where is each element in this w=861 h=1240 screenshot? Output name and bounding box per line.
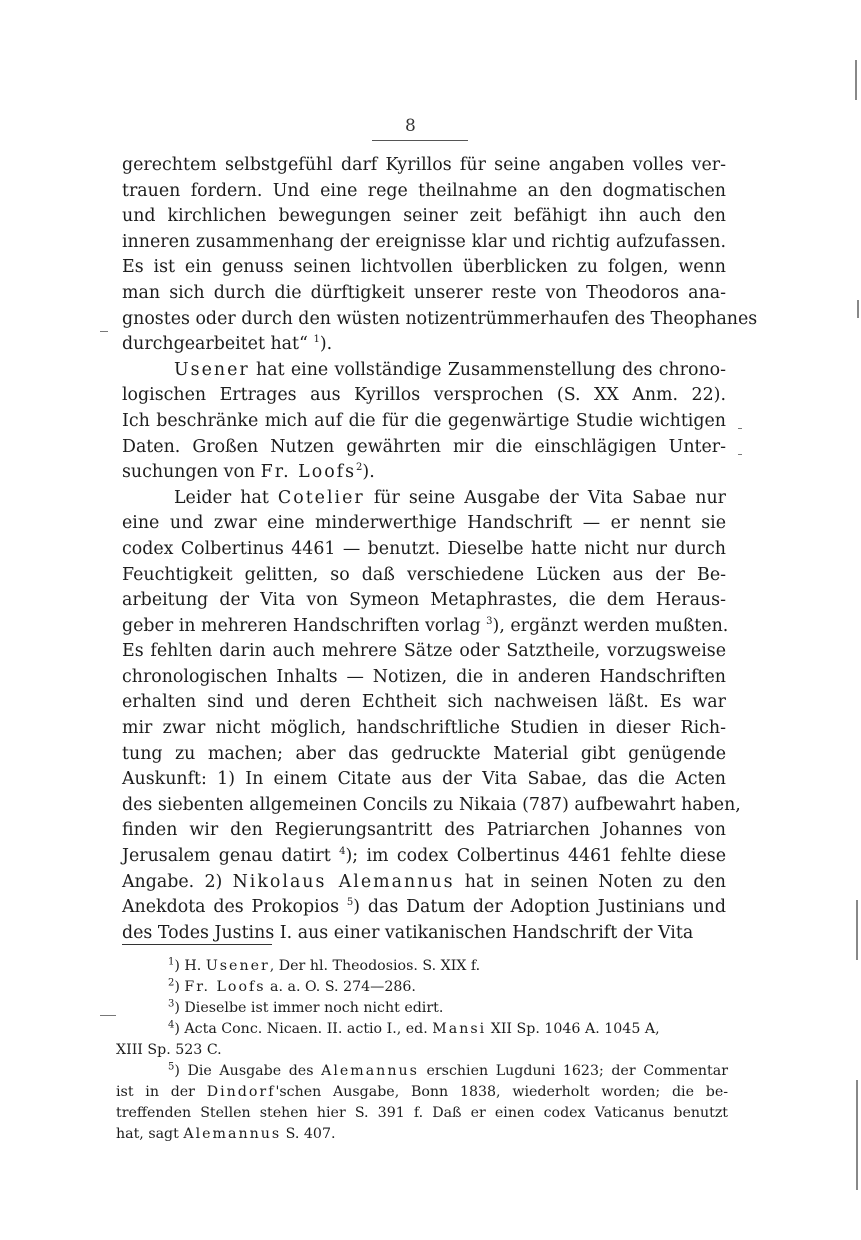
line-text: logischen Ertrages aus Kyrillos versprochen (S. XX Anm. 22). (122, 385, 726, 406)
line-text: gerechtem selbstgefühl darf Kyrillos für seine angaben volles ver- (122, 155, 726, 175)
line-text: Auskunft: 1) In einem Citate aus der Vita Sabae, das die Acten (122, 769, 726, 790)
line-text: gnostes oder durch den wüsten notizentrümmerhaufen des Theophanes (122, 308, 758, 329)
spaced-name: Usener (174, 359, 250, 380)
footnote-marker: 1 (168, 956, 175, 968)
footnote-text: S. 407. (281, 1126, 336, 1142)
body-line (122, 153, 726, 179)
line-text: Es fehlten darin auch mehrere Sätze oder Satztheile, vorzugsweise (122, 641, 726, 662)
line-text: Ich beschränke mich auf die für die gegenwärtige Studie wichtigen (122, 410, 726, 431)
body-line (122, 690, 726, 716)
body-line (122, 383, 726, 409)
body-line (122, 204, 726, 230)
line-text: chronologischen Inhalts — Notizen, die in anderen Handschriften (122, 666, 726, 687)
footnote-rule (122, 944, 272, 945)
margin-mark (100, 331, 108, 332)
footnote-text: , Der hl. Theodosios. S. XIX f. (269, 958, 481, 974)
body-line (122, 563, 726, 589)
footnote-text: XII Sp. 1046 A. 1045 A, (486, 1021, 660, 1037)
line-text: für seine Ausgabe der Vita Sabae nur (364, 487, 726, 508)
line-text: inneren zusammenhang der ereignisse klar und richtig aufzufassen. (122, 231, 726, 252)
body-line (122, 639, 726, 665)
footnote-marker: 5 (168, 1061, 175, 1073)
body-line (122, 895, 726, 921)
body-line (122, 230, 726, 256)
footnotes (116, 956, 728, 1145)
footnote-text: XIII Sp. 523 C. (116, 1042, 222, 1058)
body-line (122, 460, 726, 486)
footnote-ref: 1 (313, 334, 320, 346)
spaced-name: Dindorf (206, 1084, 276, 1100)
line-text: und kirchlichen bewegungen seiner zeit befähigt ihn auch den (122, 206, 726, 227)
line-text: geber in mehreren Handschriften vorlag (122, 615, 487, 636)
body-line (122, 332, 726, 358)
body-line (122, 307, 758, 333)
line-text: Angabe. 2) (122, 871, 233, 892)
spaced-name: Cotelier (277, 487, 365, 508)
body-line (122, 844, 726, 870)
margin-mark (100, 1015, 116, 1016)
line-text: ); im codex Colbertinus 4461 fehlte diese (345, 846, 726, 867)
footnote-line (116, 998, 728, 1019)
line-text: des siebenten allgemeinen Concils zu Nikaia (787) aufbewahrt haben, (122, 794, 741, 815)
spaced-name: Alemannus (183, 1126, 282, 1142)
footnote-line (116, 1040, 728, 1061)
footnote-text: erschien Lugduni 1623; der Commentar (418, 1063, 728, 1079)
footnote-text: 'schen Ausgabe, Bonn 1838, wiederholt worden; die be- (275, 1084, 729, 1100)
scan-edge-speck (856, 900, 858, 960)
body-line (122, 588, 726, 614)
line-text: codex Colbertinus 4461 — benutzt. Dieselbe hatte nicht nur durch (122, 538, 726, 559)
line-text: hat eine vollständige Zusammenstellung des chrono- (249, 359, 726, 380)
body-line (122, 767, 726, 793)
line-text: ), ergänzt werden mußten. (492, 615, 729, 636)
body-line (122, 511, 726, 537)
body-line (122, 358, 726, 384)
footnote-marker: 2 (168, 977, 175, 989)
line-text: eine und zwar eine minderwerthige Handschrift — er nennt sie (122, 513, 726, 534)
footnote-text: ) Acta Conc. Nicaen. II. actio I., ed. (174, 1021, 433, 1037)
body-line (122, 921, 726, 947)
footnote-text: ) Dieselbe ist immer noch nicht edirt. (174, 1000, 444, 1016)
line-text: tung zu machen; aber das gedruckte Material gibt genügende (122, 743, 726, 764)
line-text: trauen fordern. Und eine rege theilnahme an den dogmatischen (122, 180, 726, 201)
line-text: hat in seinen Noten zu den (454, 871, 726, 892)
page-number-rule (372, 140, 468, 141)
footnote-text: treffenden Stellen stehen hier S. 391 f. Daß er einen codex Vaticanus benutzt (116, 1105, 728, 1121)
line-text: Feuchtigkeit gelitten, so daß verschiedene Lücken aus der Be- (122, 564, 726, 585)
footnote-ref: 2 (356, 462, 363, 474)
line-text: finden wir den Regierungsantritt des Patriarchen Johannes von (122, 820, 726, 841)
line-text: suchungen von (122, 462, 261, 483)
footnote-ref: 4 (339, 846, 346, 858)
page-number: 8 (405, 116, 416, 136)
line-text: Anekdota des Prokopios (122, 897, 347, 918)
footnote-marker: 3 (168, 998, 175, 1010)
footnote-line (116, 1082, 728, 1103)
body-line (122, 818, 726, 844)
spaced-name: Usener (205, 958, 270, 974)
footnote-text: ) (174, 979, 185, 995)
footnote-line (116, 1019, 728, 1040)
line-text: des Todes Justins I. aus einer vatikanischen Handschrift der Vita (122, 922, 694, 943)
body-line (122, 255, 726, 281)
footnote-line (116, 1103, 728, 1124)
body-line (122, 179, 726, 205)
footnote-line (116, 977, 728, 998)
line-text: erhalten sind und deren Echtheit sich nachweisen läßt. Es war (122, 692, 726, 713)
line-text: ). (319, 334, 333, 355)
body-line (122, 614, 729, 640)
line-text: Leider hat (174, 487, 278, 508)
footnote-marker: 4 (168, 1019, 175, 1031)
line-text: man sich durch die dürftigkeit unserer reste von Theodoros ana- (122, 282, 726, 303)
scan-edge-speck (855, 60, 857, 100)
body-line (122, 793, 741, 819)
spaced-name: Fr. Loofs (260, 462, 357, 483)
line-text: mir zwar nicht möglich, handschriftliche Studien in dieser Rich- (122, 718, 726, 739)
scan-edge-speck (857, 300, 859, 318)
footnote-text: a. a. O. S. 274—286. (265, 979, 416, 995)
footnote-ref: 5 (346, 897, 354, 909)
body-line (122, 486, 726, 512)
line-text: ). (362, 462, 375, 483)
line-text: ) das Datum der Adoption Justinians und (353, 897, 727, 918)
footnote-text: ) H. (174, 958, 206, 974)
spaced-name: Alemannus (321, 1063, 419, 1079)
body-line (122, 409, 726, 435)
body-line (122, 537, 726, 563)
footnote-ref: 3 (486, 615, 493, 627)
body-line (122, 665, 726, 691)
spaced-name: Mansi (432, 1021, 487, 1037)
body-line (122, 435, 726, 461)
footnote-text: hat, sagt (116, 1126, 184, 1142)
margin-mark (738, 454, 742, 455)
footnote-text: ) Die Ausgabe des (174, 1063, 322, 1079)
body-line (122, 742, 726, 768)
footnote-line (116, 1061, 728, 1082)
spaced-name: Fr. Loofs (184, 979, 266, 995)
scan-edge-speck (856, 1080, 858, 1190)
line-text: Es ist ein genuss seinen lichtvollen überblicken zu folgen, wenn (122, 257, 726, 278)
body-line (122, 716, 726, 742)
footnote-line (116, 956, 728, 977)
body-line (122, 870, 726, 896)
line-text: durchgearbeitet hat“ (122, 334, 314, 355)
spaced-name: Nikolaus Alemannus (232, 871, 455, 892)
body-text (122, 153, 758, 946)
body-line (122, 281, 726, 307)
line-text: arbeitung der Vita von Symeon Metaphrastes, die dem Heraus- (122, 590, 726, 611)
footnote-text: ist in der (116, 1084, 207, 1100)
footnote-line (116, 1124, 728, 1145)
line-text: Daten. Großen Nutzen gewährten mir die einschlägigen Unter- (122, 436, 726, 457)
line-text: Jerusalem genau datirt (122, 846, 340, 867)
margin-mark (738, 428, 742, 429)
